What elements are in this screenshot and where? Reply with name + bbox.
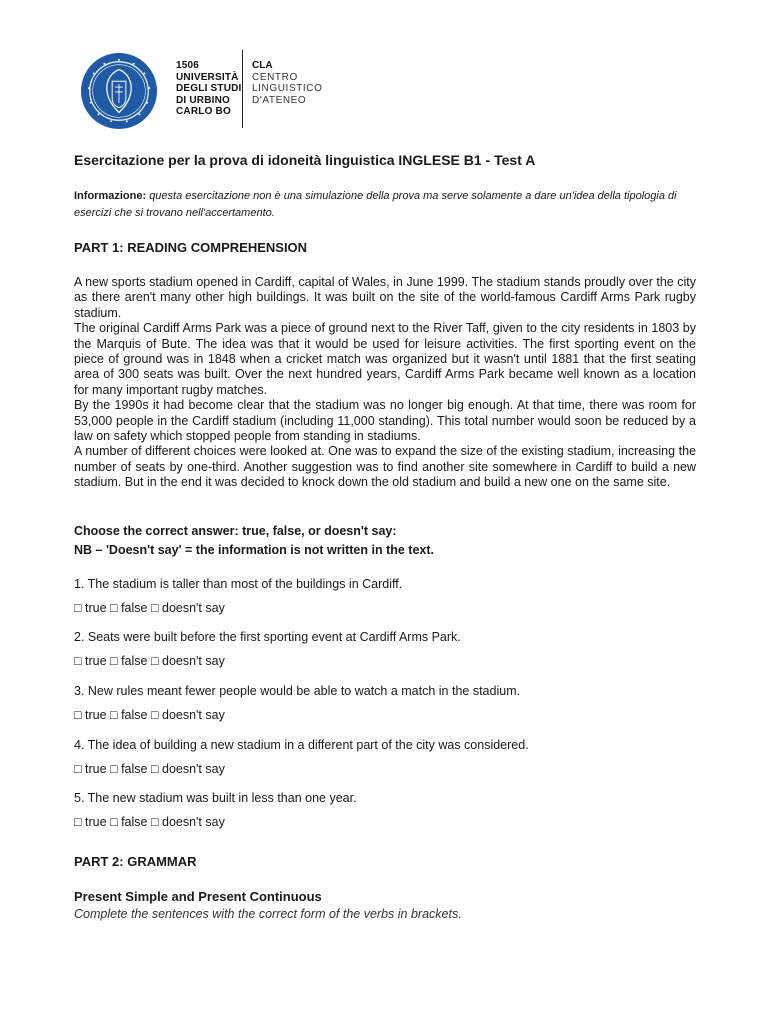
cla-line: D'ATENEO (252, 94, 307, 106)
option-doesnt-say[interactable]: □ doesn't say (150, 708, 225, 722)
answer-options-5[interactable] (74, 814, 225, 830)
question-4: 4. The idea of building a new stadium in a different part of the city was considered. (74, 738, 529, 752)
option-false[interactable]: □ false (110, 654, 148, 668)
exercise-instruction (74, 522, 434, 560)
option-false[interactable]: □ false (110, 601, 148, 615)
option-doesnt-say[interactable]: □ doesn't say (150, 601, 225, 615)
university-line: CARLO BO (176, 106, 231, 117)
logo-divider (242, 50, 243, 128)
grammar-topic: Present Simple and Present Continuous (74, 889, 322, 904)
reading-paragraph: A new sports stadium opened in Cardiff, capital of Wales, in June 1999. The stadium stands proudly over the city as there aren't many other high buildings. It was built on the site of the world-famous Cardiff Arms Park rugby stadium. (74, 275, 696, 320)
option-true[interactable]: □ true (74, 654, 107, 668)
reading-paragraph: The original Cardiff Arms Park was a piece of ground next to the River Taff, given to the city residents in 1803 by the Marquis of Bute. The idea was that it would be used for leisure activities. The first sporting event on the piece of ground was in 1848 when a cricket match was organized but it wasn't until 1881 that the first seating area of 300 seats was built. Over the next hundred years, Cardiff Arms Park became well known as a location for many important rugby matches. (74, 321, 696, 397)
option-true[interactable]: □ true (74, 815, 107, 829)
university-seal-icon (80, 52, 158, 130)
option-false[interactable]: □ false (110, 815, 148, 829)
answer-options-3[interactable] (74, 707, 225, 723)
option-false[interactable]: □ false (110, 708, 148, 722)
reading-paragraph: A number of different choices were looked at. One was to expand the size of the existing stadium, increasing the number of seats by one-third. Another suggestion was to find another site somewhere in Cardiff to build a new stadium. But in the end it was decided to knock down the old stadium and build a new one on the same site. (74, 444, 696, 490)
cla-abbr: CLA (252, 60, 273, 71)
university-line: UNIVERSITÀ (176, 71, 239, 83)
option-doesnt-say[interactable]: □ doesn't say (150, 762, 225, 776)
university-line: DI URBINO (176, 94, 231, 106)
university-name (176, 60, 242, 118)
cla-line: LINGUISTICO (252, 83, 323, 94)
founding-year: 1506 (176, 60, 200, 71)
cla-line: CENTRO (252, 71, 298, 83)
reading-text (74, 275, 696, 491)
option-true[interactable]: □ true (74, 601, 107, 615)
option-doesnt-say[interactable]: □ doesn't say (150, 815, 225, 829)
grammar-instruction: Complete the sentences with the correct form of the verbs in brackets. (74, 907, 462, 921)
reading-paragraph: By the 1990s it had become clear that the stadium was no longer big enough. At that time, there was room for 53,000 people in the Cardiff stadium (including 11,000 standing). This total number would soon be reduced by a law on safety which stopped people from standing in stadiums. (74, 398, 696, 444)
question-5: 5. The new stadium was built in less than one year. (74, 791, 357, 805)
instruction-note: NB – 'Doesn't say' = the information is not written in the text. (74, 543, 435, 557)
answer-options-1[interactable] (74, 600, 225, 616)
option-true[interactable]: □ true (74, 762, 107, 776)
question-3: 3. New rules meant fewer people would be able to watch a match in the stadium. (74, 684, 521, 698)
cla-name (252, 60, 323, 106)
question-2: 2. Seats were built before the first sporting event at Cardiff Arms Park. (74, 630, 461, 644)
info-note (74, 188, 694, 222)
part2-heading: PART 2: GRAMMAR (74, 854, 197, 869)
answer-options-4[interactable] (74, 761, 225, 777)
answer-options-2[interactable] (74, 653, 225, 669)
instruction-line: Choose the correct answer: true, false, or doesn't say: (74, 524, 397, 538)
document-title: Esercitazione per la prova di idoneità linguistica INGLESE B1 - Test A (74, 152, 536, 168)
question-1: 1. The stadium is taller than most of the buildings in Cardiff. (74, 577, 403, 591)
info-label: Informazione: (74, 190, 147, 202)
header-logo (80, 50, 340, 130)
option-false[interactable]: □ false (110, 762, 148, 776)
option-doesnt-say[interactable]: □ doesn't say (150, 654, 225, 668)
part1-heading: PART 1: READING COMPREHENSION (74, 240, 308, 255)
info-text: questa esercitazione non è una simulazione della prova ma serve solamente a dare un'idea della tipologia di esercizi che si trovano nell'accertamento. (74, 190, 677, 219)
university-line: DEGLI STUDI (176, 83, 242, 94)
option-true[interactable]: □ true (74, 708, 107, 722)
